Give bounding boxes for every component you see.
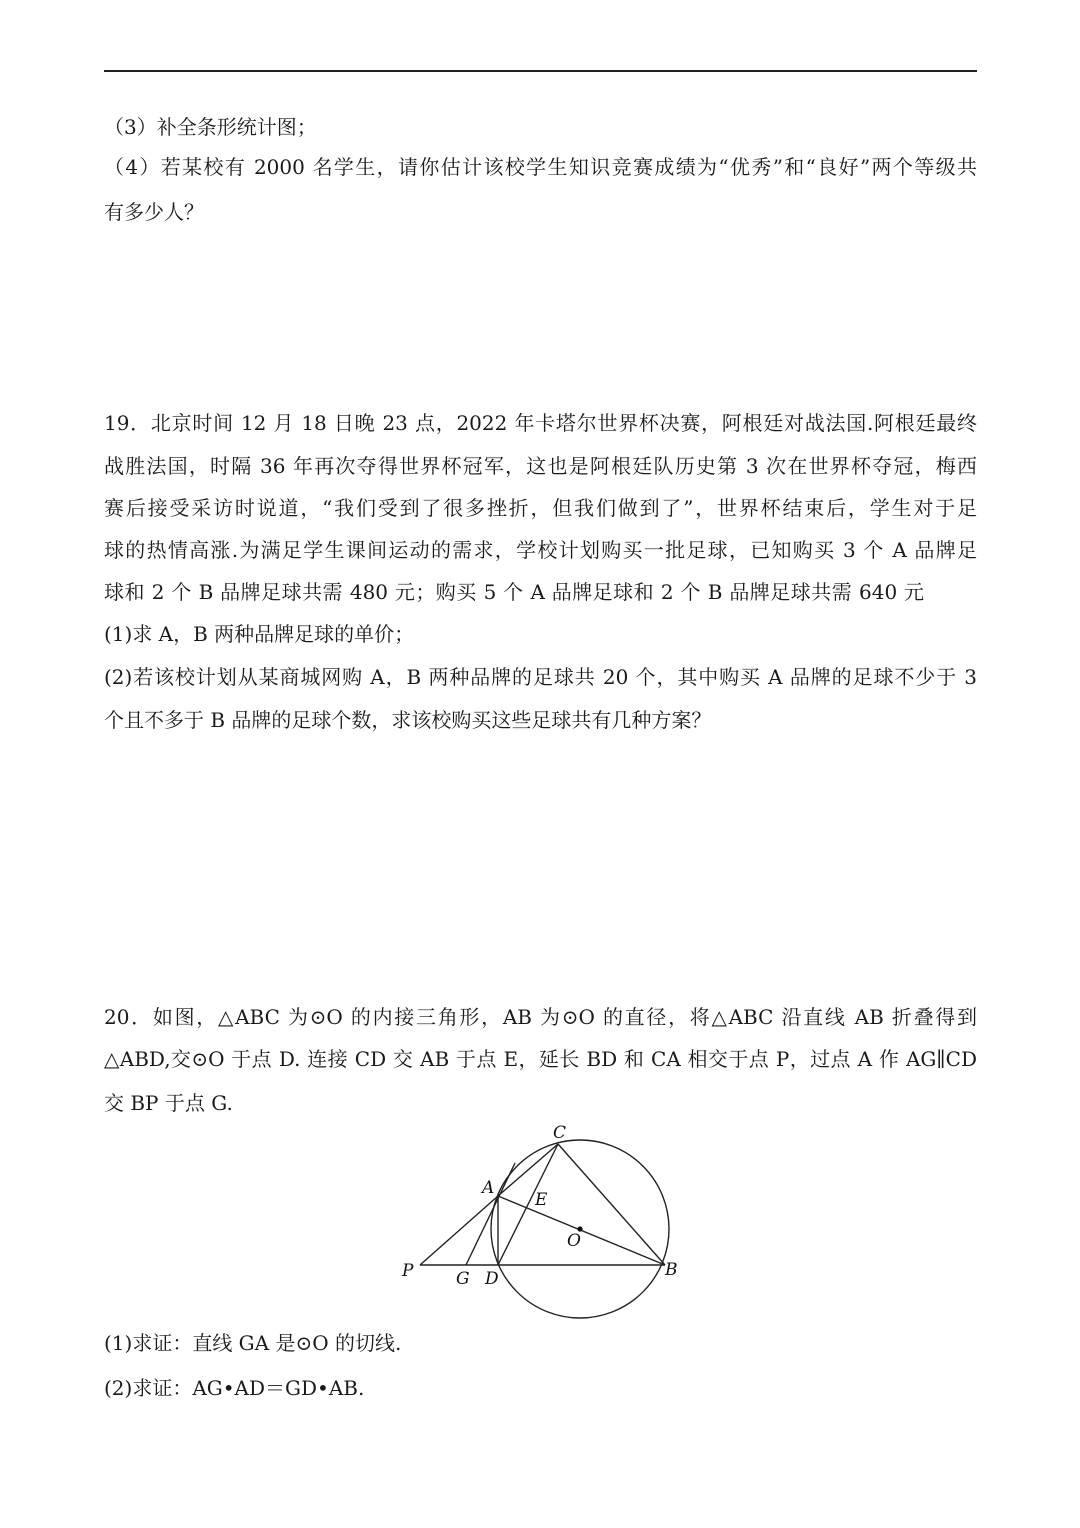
line-ac [498, 1144, 558, 1196]
q20-part1: (1)求证：直线 GA 是⊙O 的切线. [104, 1331, 402, 1355]
label-g: G [456, 1269, 470, 1289]
q19-line1: 19．北京时间 12 月 18 日晚 23 点，2022 年卡塔尔世界杯决赛，阿根廷对战法国.阿根廷最终 [104, 411, 977, 435]
q19-line3: 赛后接受采访时说道，“我们受到了很多挫折，但我们做到了”，世界杯结束后，学生对于足 [104, 496, 977, 520]
label-p: P [402, 1261, 414, 1281]
line-pa [420, 1196, 498, 1265]
label-a: A [482, 1178, 495, 1198]
q19-line4: 球的热情高涨.为满足学生课间运动的需求，学校计划购买一批足球，已知购买 3 个 A 品牌足 [104, 538, 977, 562]
label-e: E [535, 1190, 548, 1210]
q19-line2: 战胜法国，时隔 36 年再次夺得世界杯冠军，这也是阿根廷队历史第 3 次在世界杯夺冠，梅西 [104, 454, 977, 478]
header-rule [104, 70, 977, 72]
q20-line3: 交 BP 于点 G. [104, 1091, 233, 1115]
q19-line5: 球和 2 个 B 品牌足球共需 480 元；购买 5 个 A 品牌足球和 2 个 B 品牌足球共需 640 元 [104, 580, 924, 604]
q18-part4-line1: （4）若某校有 2000 名学生，请你估计该校学生知识竞赛成绩为“优秀”和“良好”两个等级共 [104, 155, 977, 179]
q20-line2: △ABD,交⊙O 于点 D. 连接 CD 交 AB 于点 E，延长 BD 和 CA 相交于点 P，过点 A 作 AG∥CD [104, 1047, 977, 1071]
q18-part3: （3）补全条形统计图； [104, 115, 317, 139]
q20-line1: 20．如图，△ABC 为⊙O 的内接三角形，AB 为⊙O 的直径，将△ABC 沿直线 AB 折叠得到 [104, 1005, 977, 1029]
geometry-diagram [380, 1114, 700, 1328]
line-cd [498, 1144, 558, 1265]
q20-part2: (2)求证：AG•AD＝GD•AB. [104, 1376, 365, 1400]
q18-part4-line2: 有多少人？ [104, 200, 204, 224]
label-o: O [567, 1231, 581, 1251]
q19-part2-line1: (2)若该校计划从某商城网购 A，B 两种品牌的足球共 20 个，其中购买 A 品牌的足球不少于 3 [104, 665, 977, 689]
geometry-figure [380, 1114, 700, 1328]
label-d: D [485, 1269, 499, 1289]
q19-part1: (1)求 A，B 两种品牌足球的单价； [104, 622, 415, 646]
q19-part2-line2: 个且不多于 B 品牌的足球个数，求该校购买这些足球共有几种方案？ [104, 708, 712, 732]
label-b: B [665, 1260, 678, 1280]
label-c: C [553, 1123, 567, 1143]
